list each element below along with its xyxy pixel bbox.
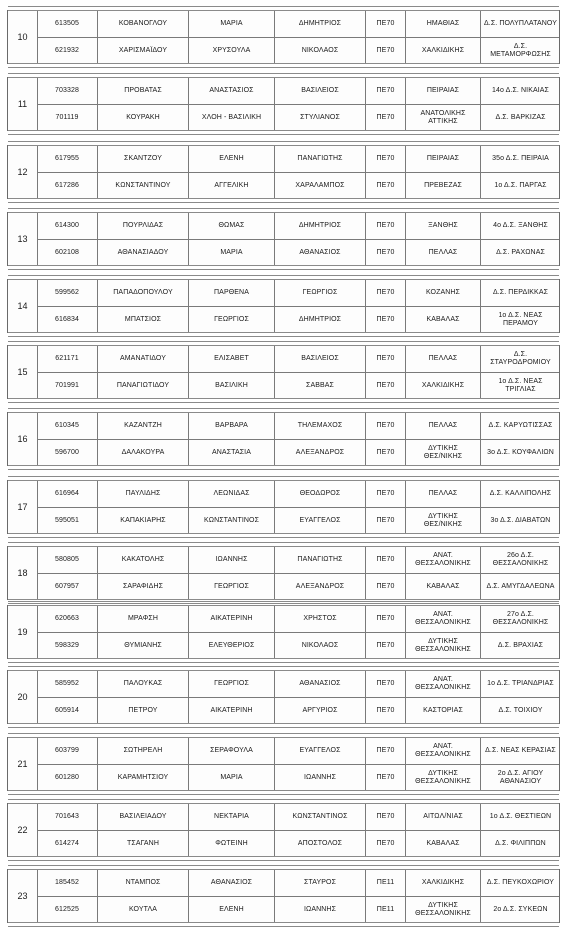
specialty-cell: ΠΕ70 bbox=[365, 307, 405, 332]
first-name-cell: ΣΕΡΑΦΟΥΛΑ bbox=[188, 738, 274, 764]
surname-cell: ΝΤΑΜΠΟΣ bbox=[97, 870, 188, 896]
region-cell: ΑΝΑΤ. ΘΕΣΣΑΛΟΝΙΚΗΣ bbox=[405, 671, 480, 697]
first-name-cell: ΓΕΩΡΓΙΟΣ bbox=[188, 307, 274, 332]
employee-code-cell: 580805 bbox=[55, 556, 79, 563]
surname-cell: ΚΑΠΑΚΙΑΡΗΣ bbox=[97, 508, 188, 533]
surname-cell: ΚΑΖΑΝΤΖΗ bbox=[97, 413, 188, 439]
father-name-cell: ΝΙΚΟΛΑΟΣ bbox=[274, 38, 365, 63]
surname-cell: ΠΑΛΟΥΚΑΣ bbox=[97, 671, 188, 697]
region-cell: ΠΕΙΡΑΙΑΣ bbox=[405, 146, 480, 172]
group-block bbox=[7, 412, 560, 466]
specialty-cell: ΠΕ70 bbox=[365, 698, 405, 723]
region-cell: ΧΑΛΚΙΔΙΚΗΣ bbox=[405, 373, 480, 398]
first-name-cell: ΠΑΡΘΕΝΑ bbox=[188, 280, 274, 306]
first-name-cell: ΧΛΟΗ - ΒΑΣΙΛΙΚΗ bbox=[188, 105, 274, 130]
first-name-cell: ΓΕΩΡΓΙΟΣ bbox=[188, 671, 274, 697]
region-cell: ΚΑΣΤΟΡΙΑΣ bbox=[405, 698, 480, 723]
specialty-cell: ΠΕ70 bbox=[365, 831, 405, 856]
specialty-cell: ΠΕ70 bbox=[365, 671, 405, 697]
group-block bbox=[7, 480, 560, 534]
employee-code-cell: 617955 bbox=[55, 155, 79, 162]
school-cell: 4ο Δ.Σ. ΞΑΝΘΗΣ bbox=[480, 213, 560, 239]
father-name-cell: ΑΠΟΣΤΟΛΟΣ bbox=[274, 831, 365, 856]
specialty-cell: ΠΕ70 bbox=[365, 173, 405, 198]
specialty-cell: ΠΕ11 bbox=[365, 870, 405, 896]
surname-cell: ΠΑΝΑΓΙΩΤΙΔΟΥ bbox=[97, 373, 188, 398]
group-number: 14 bbox=[8, 280, 38, 332]
school-cell: Δ.Σ. ΚΑΛΛΙΠΟΛΗΣ bbox=[480, 481, 560, 507]
group-block bbox=[7, 737, 560, 791]
first-name-cell: ΑΝΑΣΤΑΣΙΟΣ bbox=[188, 78, 274, 104]
specialty-cell: ΠΕ70 bbox=[365, 804, 405, 830]
school-cell: Δ.Σ. ΦΙΛΙΠΠΩΝ bbox=[480, 831, 560, 856]
region-cell: ΚΑΒΑΛΑΣ bbox=[405, 574, 480, 599]
father-name-cell: ΣΤΑΥΡΟΣ bbox=[274, 870, 365, 896]
school-cell: Δ.Σ. ΚΑΡΥΩΤΙΣΣΑΣ bbox=[480, 413, 560, 439]
first-name-cell: ΑΙΚΑΤΕΡΙΝΗ bbox=[188, 698, 274, 723]
group-block bbox=[7, 77, 560, 131]
region-cell: ΠΕΛΛΑΣ bbox=[405, 413, 480, 439]
school-cell: Δ.Σ. ΣΤΑΥΡΟΔΡΟΜΙΟΥ bbox=[480, 346, 560, 372]
specialty-cell: ΠΕ70 bbox=[365, 78, 405, 104]
region-cell: ΚΑΒΑΛΑΣ bbox=[405, 831, 480, 856]
group-block bbox=[7, 345, 560, 399]
surname-cell: ΘΥΜΙΑΝΗΣ bbox=[97, 633, 188, 658]
surname-cell: ΚΟΒΑΝΟΓΛΟΥ bbox=[97, 11, 188, 37]
first-name-cell: ΙΩΑΝΝΗΣ bbox=[188, 547, 274, 573]
father-name-cell: ΙΩΑΝΝΗΣ bbox=[274, 897, 365, 922]
employee-code-cell: 595051 bbox=[55, 516, 79, 524]
school-cell: 3ο Δ.Σ. ΚΟΥΦΑΛΙΩΝ bbox=[480, 440, 560, 465]
surname-cell: ΚΑΚΑΤΟΛΗΣ bbox=[97, 547, 188, 573]
father-name-cell: ΧΡΗΣΤΟΣ bbox=[274, 606, 365, 632]
region-cell: ΚΑΒΑΛΑΣ bbox=[405, 307, 480, 332]
specialty-cell: ΠΕ70 bbox=[365, 346, 405, 372]
surname-cell: ΑΘΑΝΑΣΙΑΔΟΥ bbox=[97, 240, 188, 265]
region-cell: ΗΜΑΘΙΑΣ bbox=[405, 11, 480, 37]
first-name-cell: ΜΑΡΙΑ bbox=[188, 11, 274, 37]
region-cell: ΑΝΑΤ. ΘΕΣΣΑΛΟΝΙΚΗΣ bbox=[405, 738, 480, 764]
father-name-cell: ΚΩΝΣΤΑΝΤΙΝΟΣ bbox=[274, 804, 365, 830]
employee-code-cell: 599562 bbox=[55, 289, 79, 296]
school-cell: 26ο Δ.Σ. ΘΕΣΣΑΛΟΝΙΚΗΣ bbox=[480, 547, 560, 573]
father-name-cell: ΒΑΣΙΛΕΙΟΣ bbox=[274, 78, 365, 104]
employee-code-cell: 701119 bbox=[55, 113, 79, 121]
specialty-cell: ΠΕ70 bbox=[365, 11, 405, 37]
group-block bbox=[7, 869, 560, 923]
employee-code-cell: 617286 bbox=[55, 181, 79, 189]
region-cell: ΔΥΤΙΚΗΣ ΘΕΣΣΑΛΟΝΙΚΗΣ bbox=[405, 765, 480, 790]
father-name-cell: ΠΑΝΑΓΙΩΤΗΣ bbox=[274, 146, 365, 172]
group-number: 12 bbox=[8, 146, 38, 198]
school-cell: 1ο Δ.Σ. ΝΕΑΣ ΠΕΡΑΜΟΥ bbox=[480, 307, 560, 332]
employee-code-cell: 621171 bbox=[55, 355, 79, 362]
employee-code-cell: 614274 bbox=[55, 839, 79, 847]
specialty-cell: ΠΕ70 bbox=[365, 38, 405, 63]
employee-code-cell: 614300 bbox=[55, 222, 79, 229]
employee-code-cell: 598329 bbox=[55, 641, 79, 649]
specialty-cell: ΠΕ11 bbox=[365, 897, 405, 922]
school-cell: Δ.Σ. ΒΑΡΚΙΖΑΣ bbox=[480, 105, 560, 130]
group-number: 15 bbox=[8, 346, 38, 398]
first-name-cell: ΛΕΩΝΙΔΑΣ bbox=[188, 481, 274, 507]
school-cell: 3ο Δ.Σ. ΔΙΑΒΑΤΩΝ bbox=[480, 508, 560, 533]
group-block bbox=[7, 10, 560, 64]
specialty-cell: ΠΕ70 bbox=[365, 213, 405, 239]
father-name-cell: ΑΘΑΝΑΣΙΟΣ bbox=[274, 671, 365, 697]
first-name-cell: ΕΛΕΝΗ bbox=[188, 897, 274, 922]
group-block bbox=[7, 546, 560, 600]
school-cell: 2ο Δ.Σ. ΑΓΙΟΥ ΑΘΑΝΑΣΙΟΥ bbox=[480, 765, 560, 790]
region-cell: ΑΙΤΩΛ/ΝΙΑΣ bbox=[405, 804, 480, 830]
region-cell: ΠΕΛΛΑΣ bbox=[405, 481, 480, 507]
school-cell: Δ.Σ. ΠΕΡΔΙΚΚΑΣ bbox=[480, 280, 560, 306]
employee-code-cell: 616834 bbox=[55, 315, 79, 323]
region-cell: ΔΥΤΙΚΗΣ ΘΕΣΣΑΛΟΝΙΚΗΣ bbox=[405, 633, 480, 658]
surname-cell: ΠΑΠΑΔΟΠΟΥΛΟΥ bbox=[97, 280, 188, 306]
first-name-cell: ΝΕΚΤΑΡΙΑ bbox=[188, 804, 274, 830]
first-name-cell: ΘΩΜΑΣ bbox=[188, 213, 274, 239]
surname-cell: ΤΣΑΓΑΝΗ bbox=[97, 831, 188, 856]
region-cell: ΧΑΛΚΙΔΙΚΗΣ bbox=[405, 38, 480, 63]
first-name-cell: ΕΛΕΝΗ bbox=[188, 146, 274, 172]
region-cell: ΧΑΛΚΙΔΙΚΗΣ bbox=[405, 870, 480, 896]
surname-cell: ΣΑΡΑΦΙΔΗΣ bbox=[97, 574, 188, 599]
school-cell: Δ.Σ. ΤΟΙΧΙΟΥ bbox=[480, 698, 560, 723]
surname-cell: ΔΑΛΑΚΟΥΡΑ bbox=[97, 440, 188, 465]
surname-cell: ΜΠΑΤΣΙΟΣ bbox=[97, 307, 188, 332]
father-name-cell: ΑΘΑΝΑΣΙΟΣ bbox=[274, 240, 365, 265]
employee-code-cell: 610345 bbox=[55, 422, 79, 429]
group-block bbox=[7, 279, 560, 333]
employee-code-cell: 602108 bbox=[55, 248, 79, 256]
first-name-cell: ΒΑΡΒΑΡΑ bbox=[188, 413, 274, 439]
group-block bbox=[7, 145, 560, 199]
group-block bbox=[7, 212, 560, 266]
father-name-cell: ΧΑΡΑΛΑΜΠΟΣ bbox=[274, 173, 365, 198]
specialty-cell: ΠΕ70 bbox=[365, 413, 405, 439]
region-cell: ΠΕΛΛΑΣ bbox=[405, 346, 480, 372]
first-name-cell: ΑΙΚΑΤΕΡΙΝΗ bbox=[188, 606, 274, 632]
school-cell: 1ο Δ.Σ. ΠΑΡΓΑΣ bbox=[480, 173, 560, 198]
employee-code-cell: 585952 bbox=[55, 680, 79, 687]
group-number: 18 bbox=[8, 547, 38, 599]
first-name-cell: ΕΛΕΥΘΕΡΙΟΣ bbox=[188, 633, 274, 658]
region-cell: ΠΡΕΒΕΖΑΣ bbox=[405, 173, 480, 198]
surname-cell: ΠΡΟΒΑΤΑΣ bbox=[97, 78, 188, 104]
surname-cell: ΧΑΡΙΣΜΑΪΔΟΥ bbox=[97, 38, 188, 63]
school-cell: 1ο Δ.Σ. ΤΡΙΑΝΔΡΙΑΣ bbox=[480, 671, 560, 697]
employee-code-cell: 613505 bbox=[55, 20, 79, 27]
employee-code-cell: 701643 bbox=[55, 813, 79, 820]
group-number: 21 bbox=[8, 738, 38, 790]
specialty-cell: ΠΕ70 bbox=[365, 105, 405, 130]
group-number: 22 bbox=[8, 804, 38, 856]
school-cell: 35ο Δ.Σ. ΠΕΙΡΑΙΑ bbox=[480, 146, 560, 172]
specialty-cell: ΠΕ70 bbox=[365, 440, 405, 465]
school-cell: 27ο Δ.Σ. ΘΕΣΣΑΛΟΝΙΚΗΣ bbox=[480, 606, 560, 632]
school-cell: 14ο Δ.Σ. ΝΙΚΑΙΑΣ bbox=[480, 78, 560, 104]
first-name-cell: ΜΑΡΙΑ bbox=[188, 240, 274, 265]
first-name-cell: ΕΛΙΣΑΒΕΤ bbox=[188, 346, 274, 372]
group-number: 13 bbox=[8, 213, 38, 265]
specialty-cell: ΠΕ70 bbox=[365, 547, 405, 573]
father-name-cell: ΒΑΣΙΛΕΙΟΣ bbox=[274, 346, 365, 372]
employee-code-cell: 596700 bbox=[55, 448, 79, 456]
school-cell: 1ο Δ.Σ. ΘΕΣΤΙΕΩΝ bbox=[480, 804, 560, 830]
region-cell: ΔΥΤΙΚΗΣ ΘΕΣΣΑΛΟΝΙΚΗΣ bbox=[405, 897, 480, 922]
employee-code-cell: 605914 bbox=[55, 706, 79, 714]
first-name-cell: ΒΑΣΙΛΙΚΗ bbox=[188, 373, 274, 398]
surname-cell: ΠΕΤΡΟΥ bbox=[97, 698, 188, 723]
father-name-cell: ΑΡΓΥΡΙΟΣ bbox=[274, 698, 365, 723]
specialty-cell: ΠΕ70 bbox=[365, 240, 405, 265]
employee-code-cell: 616964 bbox=[55, 490, 79, 497]
surname-cell: ΣΩΤΗΡΕΛΗ bbox=[97, 738, 188, 764]
group-block bbox=[7, 670, 560, 724]
surname-cell: ΑΜΑΝΑΤΙΔΟΥ bbox=[97, 346, 188, 372]
region-cell: ΑΝΑΤ. ΘΕΣΣΑΛΟΝΙΚΗΣ bbox=[405, 547, 480, 573]
specialty-cell: ΠΕ70 bbox=[365, 574, 405, 599]
father-name-cell: ΤΗΛΕΜΑΧΟΣ bbox=[274, 413, 365, 439]
first-name-cell: ΑΘΑΝΑΣΙΟΣ bbox=[188, 870, 274, 896]
employee-code-cell: 185452 bbox=[55, 879, 79, 886]
school-cell: Δ.Σ. ΒΡΑΧΙΑΣ bbox=[480, 633, 560, 658]
region-cell: ΑΝΑΤ. ΘΕΣΣΑΛΟΝΙΚΗΣ bbox=[405, 606, 480, 632]
first-name-cell: ΑΝΑΣΤΑΣΙΑ bbox=[188, 440, 274, 465]
surname-cell: ΠΑΥΛΙΔΗΣ bbox=[97, 481, 188, 507]
specialty-cell: ΠΕ70 bbox=[365, 146, 405, 172]
group-number: 16 bbox=[8, 413, 38, 465]
father-name-cell: ΔΗΜΗΤΡΙΟΣ bbox=[274, 11, 365, 37]
employee-code-cell: 620663 bbox=[55, 615, 79, 622]
school-cell: Δ.Σ. ΠΕΥΚΟΧΩΡΙΟΥ bbox=[480, 870, 560, 896]
surname-cell: ΠΟΥΡΛΙΔΑΣ bbox=[97, 213, 188, 239]
group-block bbox=[7, 803, 560, 857]
father-name-cell: ΙΩΑΝΝΗΣ bbox=[274, 765, 365, 790]
group-number: 23 bbox=[8, 870, 38, 922]
surname-cell: ΚΟΥΡΑΚΗ bbox=[97, 105, 188, 130]
father-name-cell: ΝΙΚΟΛΑΟΣ bbox=[274, 633, 365, 658]
school-cell: Δ.Σ. ΑΜΥΓΔΑΛΕΩΝΑ bbox=[480, 574, 560, 599]
school-cell: 1ο Δ.Σ. ΝΕΑΣ ΤΡΙΓΛΙΑΣ bbox=[480, 373, 560, 398]
surname-cell: ΒΑΣΙΛΕΙΑΔΟΥ bbox=[97, 804, 188, 830]
region-cell: ΑΝΑΤΟΛΙΚΗΣ ΑΤΤΙΚΗΣ bbox=[405, 105, 480, 130]
father-name-cell: ΠΑΝΑΓΙΩΤΗΣ bbox=[274, 547, 365, 573]
first-name-cell: ΚΩΝΣΤΑΝΤΙΝΟΣ bbox=[188, 508, 274, 533]
school-cell: Δ.Σ. ΡΑΧΩΝΑΣ bbox=[480, 240, 560, 265]
first-name-cell: ΧΡΥΣΟΥΛΑ bbox=[188, 38, 274, 63]
father-name-cell: ΔΗΜΗΤΡΙΟΣ bbox=[274, 307, 365, 332]
surname-cell: ΚΟΥΤΛΑ bbox=[97, 897, 188, 922]
school-cell: 2ο Δ.Σ. ΣΥΚΕΩΝ bbox=[480, 897, 560, 922]
father-name-cell: ΕΥΑΓΓΕΛΟΣ bbox=[274, 738, 365, 764]
first-name-cell: ΦΩΤΕΙΝΗ bbox=[188, 831, 274, 856]
specialty-cell: ΠΕ70 bbox=[365, 373, 405, 398]
specialty-cell: ΠΕ70 bbox=[365, 738, 405, 764]
first-name-cell: ΓΕΩΡΓΙΟΣ bbox=[188, 574, 274, 599]
father-name-cell: ΣΑΒΒΑΣ bbox=[274, 373, 365, 398]
employee-code-cell: 701991 bbox=[55, 381, 79, 389]
region-cell: ΔΥΤΙΚΗΣ ΘΕΣ/ΝΙΚΗΣ bbox=[405, 440, 480, 465]
father-name-cell: ΑΛΕΞΑΝΔΡΟΣ bbox=[274, 440, 365, 465]
region-cell: ΔΥΤΙΚΗΣ ΘΕΣ/ΝΙΚΗΣ bbox=[405, 508, 480, 533]
father-name-cell: ΔΗΜΗΤΡΙΟΣ bbox=[274, 213, 365, 239]
specialty-cell: ΠΕ70 bbox=[365, 508, 405, 533]
surname-cell: ΚΩΝΣΤΑΝΤΙΝΟΥ bbox=[97, 173, 188, 198]
father-name-cell: ΕΥΑΓΓΕΛΟΣ bbox=[274, 508, 365, 533]
first-name-cell: ΑΓΓΕΛΙΚΗ bbox=[188, 173, 274, 198]
region-cell: ΠΕΙΡΑΙΑΣ bbox=[405, 78, 480, 104]
specialty-cell: ΠΕ70 bbox=[365, 633, 405, 658]
surname-cell: ΚΑΡΑΜΗΤΣΙΟΥ bbox=[97, 765, 188, 790]
group-number: 11 bbox=[8, 78, 38, 130]
surname-cell: ΣΚΑΝΤΖΟΥ bbox=[97, 146, 188, 172]
employee-code-cell: 612525 bbox=[55, 905, 79, 913]
employee-code-cell: 607957 bbox=[55, 582, 79, 590]
father-name-cell: ΘΕΟΔΩΡΟΣ bbox=[274, 481, 365, 507]
specialty-cell: ΠΕ70 bbox=[365, 481, 405, 507]
group-number: 10 bbox=[8, 11, 38, 63]
first-name-cell: ΜΑΡΙΑ bbox=[188, 765, 274, 790]
employee-code-cell: 603799 bbox=[55, 747, 79, 754]
school-cell: Δ.Σ. ΝΕΑΣ ΚΕΡΑΣΙΑΣ bbox=[480, 738, 560, 764]
group-number: 19 bbox=[8, 606, 38, 658]
school-cell: Δ.Σ. ΠΟΛΥΠΛΑΤΑΝΟΥ bbox=[480, 11, 560, 37]
group-block bbox=[7, 605, 560, 659]
group-number: 17 bbox=[8, 481, 38, 533]
region-cell: ΚΟΖΑΝΗΣ bbox=[405, 280, 480, 306]
father-name-cell: ΑΛΕΞΑΝΔΡΟΣ bbox=[274, 574, 365, 599]
father-name-cell: ΓΕΩΡΓΙΟΣ bbox=[274, 280, 365, 306]
specialty-cell: ΠΕ70 bbox=[365, 765, 405, 790]
employee-code-cell: 601280 bbox=[55, 773, 79, 781]
region-cell: ΠΕΛΛΑΣ bbox=[405, 240, 480, 265]
specialty-cell: ΠΕ70 bbox=[365, 280, 405, 306]
specialty-cell: ΠΕ70 bbox=[365, 606, 405, 632]
school-cell: Δ.Σ. ΜΕΤΑΜΟΡΦΩΣΗΣ bbox=[480, 38, 560, 63]
employee-code-cell: 621932 bbox=[55, 46, 79, 54]
father-name-cell: ΣΤΥΛΙΑΝΟΣ bbox=[274, 105, 365, 130]
group-number: 20 bbox=[8, 671, 38, 723]
employee-code-cell: 703328 bbox=[55, 87, 79, 94]
region-cell: ΞΑΝΘΗΣ bbox=[405, 213, 480, 239]
surname-cell: ΜΡΑΦΣΗ bbox=[97, 606, 188, 632]
